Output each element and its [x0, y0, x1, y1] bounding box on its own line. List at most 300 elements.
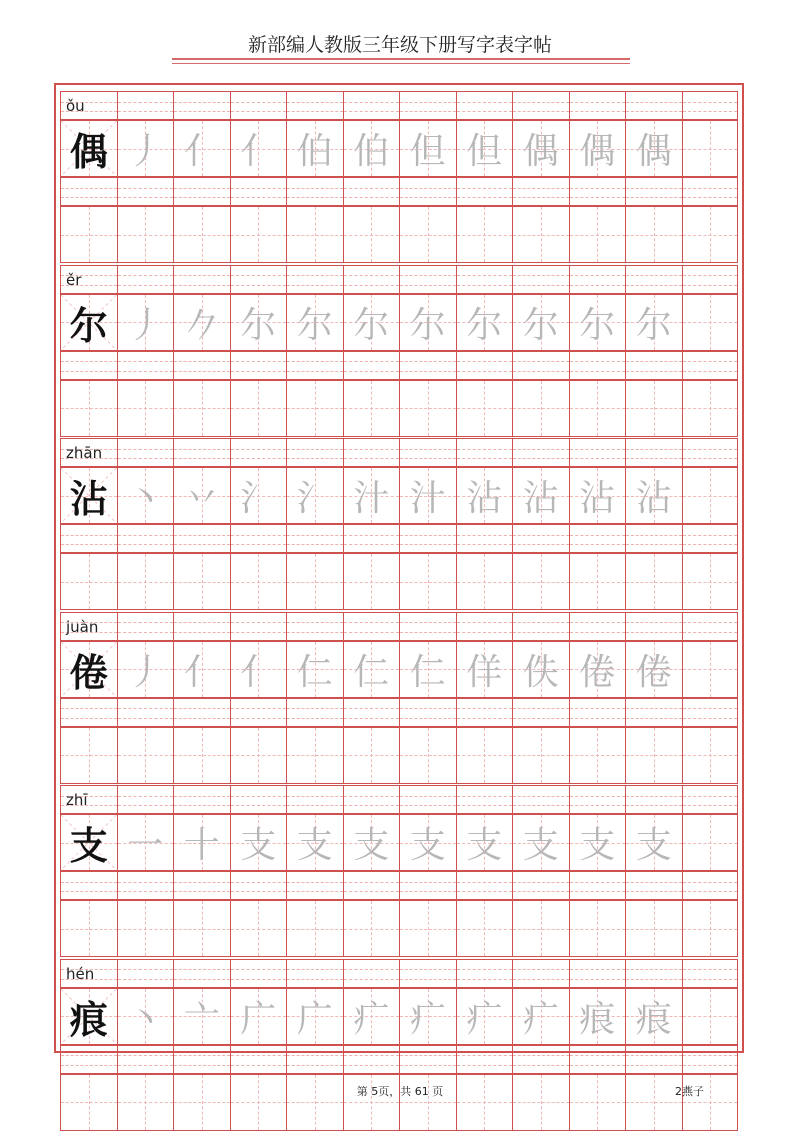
pinyin-cell [60, 1045, 117, 1074]
stroke-step-cell [286, 467, 343, 524]
pinyin-cell [230, 438, 287, 467]
stroke-step-character: 亻 [183, 131, 220, 172]
pinyin-cell [117, 1045, 174, 1074]
model-character: 痕 [69, 996, 108, 1042]
guide-line-vertical [145, 901, 146, 956]
guide-line-vertical [258, 554, 259, 609]
pinyin-cell [512, 177, 569, 206]
pinyin-cell [512, 91, 569, 120]
pinyin-label: hén [66, 964, 95, 983]
character-block [60, 91, 738, 265]
pinyin-cell [60, 524, 117, 553]
blank-practice-cell [230, 727, 287, 784]
stroke-step-cell [173, 467, 230, 524]
pinyin-cell [456, 524, 513, 553]
pinyin-guide-line [344, 796, 400, 797]
pinyin-cell [117, 959, 174, 988]
stroke-step-character: 但 [466, 131, 503, 172]
pinyin-guide-line [513, 891, 569, 892]
pinyin-guide-line [174, 544, 230, 545]
pinyin-cell [230, 785, 287, 814]
stroke-step-character: 疒 [522, 998, 559, 1040]
pinyin-guide-line [400, 361, 456, 362]
pinyin-cell [682, 698, 739, 727]
pinyin-guide-line [344, 805, 400, 806]
pinyin-cell [286, 351, 343, 380]
pinyin-cell [230, 1045, 287, 1074]
blank-practice-cell [117, 380, 174, 437]
stroke-step-cell [343, 294, 400, 351]
pinyin-cell [117, 524, 174, 553]
pinyin-guide-line [683, 285, 738, 286]
stroke-step-cell [625, 814, 682, 871]
pinyin-guide-line [287, 1065, 343, 1066]
pinyin-guide-line [513, 535, 569, 536]
blank-practice-cell [682, 380, 739, 437]
stroke-step-cell [286, 814, 343, 871]
pinyin-guide-line [570, 1055, 626, 1056]
guide-line-vertical [484, 901, 485, 956]
pinyin-guide-line [626, 535, 682, 536]
stroke-step-character: 汁 [353, 478, 390, 519]
pinyin-cell [399, 265, 456, 294]
stroke-step-character: 佯 [466, 651, 503, 693]
pinyin-guide-line [626, 979, 682, 980]
stroke-step-character: 支 [296, 825, 333, 866]
pinyin-guide-line [231, 632, 287, 633]
pinyin-cell [682, 1045, 739, 1074]
blank-practice-cell [286, 553, 343, 610]
pinyin-guide-line [231, 544, 287, 545]
model-character: 倦 [69, 649, 108, 695]
pinyin-guide-line [174, 188, 230, 189]
stroke-step-character: 尔 [353, 304, 390, 346]
blank-practice-cell [117, 553, 174, 610]
stroke-step-cell [286, 641, 343, 698]
pinyin-guide-line [118, 535, 174, 536]
blank-practice-cell [682, 206, 739, 263]
blank-practice-row [60, 553, 738, 610]
blank-practice-cell [625, 206, 682, 263]
pinyin-guide-line [683, 535, 738, 536]
pinyin-guide-line [287, 535, 343, 536]
pinyin-guide-line [626, 449, 682, 450]
pinyin-guide-line [118, 275, 174, 276]
guide-line-vertical [371, 554, 372, 609]
guide-line-vertical [597, 728, 598, 783]
pinyin-guide-line [118, 361, 174, 362]
stroke-step-character: 尔 [409, 304, 446, 346]
blank-practice-cell [456, 553, 513, 610]
pinyin-cell [173, 177, 230, 206]
pinyin-cell [286, 871, 343, 900]
pinyin-guide-line [231, 188, 287, 189]
pinyin-cell [399, 438, 456, 467]
pinyin-cell [512, 351, 569, 380]
blank-practice-cell [343, 380, 400, 437]
guide-line-vertical [145, 554, 146, 609]
character-block [60, 265, 738, 439]
pinyin-cell [286, 91, 343, 120]
pinyin-cell [399, 612, 456, 641]
pinyin-guide-line [118, 285, 174, 286]
stroke-step-cell [117, 467, 174, 524]
stroke-step-cell [230, 120, 287, 177]
pinyin-guide-line [174, 622, 230, 623]
pinyin-guide-line [400, 632, 456, 633]
pinyin-guide-line [457, 544, 513, 545]
pinyin-guide-line [400, 371, 456, 372]
pinyin-cell [399, 351, 456, 380]
blank-practice-cell [230, 553, 287, 610]
stroke-step-cell [343, 120, 400, 177]
pinyin-cell [173, 265, 230, 294]
pinyin-cell [512, 959, 569, 988]
pinyin-cell [343, 1045, 400, 1074]
stroke-step-character: 广 [296, 998, 333, 1040]
pinyin-guide-line [287, 111, 343, 112]
pinyin-guide-line [513, 544, 569, 545]
pinyin-guide-line [174, 275, 230, 276]
stroke-step-character: 沾 [466, 478, 503, 519]
stroke-step-character [683, 989, 738, 1044]
blank-practice-cell [399, 553, 456, 610]
pinyin-guide-line [683, 632, 738, 633]
guide-line-vertical [145, 728, 146, 783]
pinyin-guide-line [344, 622, 400, 623]
pinyin-cell [682, 612, 739, 641]
guide-line-vertical [202, 207, 203, 262]
pinyin-guide-line [231, 111, 287, 112]
stroke-step-cell [117, 641, 174, 698]
pinyin-guide-line [683, 969, 738, 970]
pinyin-guide-line [683, 544, 738, 545]
pinyin-cell [625, 177, 682, 206]
pinyin-guide-line [457, 1065, 513, 1066]
blank-practice-cell [512, 380, 569, 437]
stroke-step-cell [399, 120, 456, 177]
stroke-order-row [60, 467, 738, 524]
blank-practice-cell [456, 206, 513, 263]
pinyin-cell [173, 959, 230, 988]
pinyin-cell [569, 524, 626, 553]
pinyin-guide-line [457, 275, 513, 276]
stroke-step-character: 亻 [240, 651, 277, 693]
pinyin-guide-line [570, 535, 626, 536]
pinyin-cell [173, 785, 230, 814]
pinyin-guide-line [344, 544, 400, 545]
pinyin-guide-line [344, 535, 400, 536]
pinyin-guide-line [626, 1055, 682, 1056]
blank-practice-row [60, 380, 738, 437]
pinyin-guide-line [231, 285, 287, 286]
pinyin-guide-line [570, 708, 626, 709]
stroke-order-row [60, 120, 738, 177]
stroke-step-cell [173, 988, 230, 1045]
pinyin-row [60, 612, 738, 641]
pinyin-guide-line [626, 622, 682, 623]
pinyin-cell [343, 871, 400, 900]
pinyin-guide-line [513, 102, 569, 103]
stroke-step-cell [399, 294, 456, 351]
pinyin-guide-row [60, 1045, 738, 1074]
pinyin-guide-line [513, 796, 569, 797]
pinyin-guide-line [570, 632, 626, 633]
stroke-step-character: 偶 [579, 131, 616, 172]
stroke-step-cell [117, 988, 174, 1045]
pinyin-guide-line [287, 805, 343, 806]
pinyin-guide-line [344, 111, 400, 112]
pinyin-cell [286, 785, 343, 814]
blank-practice-cell [625, 900, 682, 957]
pinyin-guide-line [626, 458, 682, 459]
pinyin-cell [343, 959, 400, 988]
pinyin-guide-line [174, 718, 230, 719]
guide-line-vertical [371, 207, 372, 262]
blank-practice-cell [60, 727, 117, 784]
stroke-step-character: 广 [240, 998, 277, 1040]
pinyin-cell [456, 1045, 513, 1074]
pinyin-cell [286, 612, 343, 641]
pinyin-guide-line [683, 891, 738, 892]
pinyin-guide-line [287, 1055, 343, 1056]
model-character-cell [60, 641, 117, 698]
pinyin-guide-line [400, 708, 456, 709]
pinyin-cell [343, 91, 400, 120]
pinyin-guide-line [231, 371, 287, 372]
pinyin-guide-line [287, 275, 343, 276]
blank-practice-cell [625, 727, 682, 784]
pinyin-guide-line [457, 805, 513, 806]
pinyin-cell [512, 1045, 569, 1074]
model-character-cell [60, 467, 117, 524]
stroke-step-cell [569, 120, 626, 177]
pinyin-cell [512, 438, 569, 467]
pinyin-cell [399, 91, 456, 120]
pinyin-guide-line [400, 979, 456, 980]
pinyin-guide-line [231, 449, 287, 450]
pinyin-guide-line [118, 882, 174, 883]
pinyin-guide-line [457, 535, 513, 536]
guide-line-vertical [484, 381, 485, 436]
blank-practice-cell [512, 206, 569, 263]
pinyin-guide-line [344, 891, 400, 892]
blank-practice-cell [343, 900, 400, 957]
pinyin-guide-line [287, 102, 343, 103]
pinyin-cell [456, 959, 513, 988]
pinyin-guide-line [626, 891, 682, 892]
pinyin-cell [625, 438, 682, 467]
pinyin-guide-line [344, 632, 400, 633]
pinyin-cell [569, 1045, 626, 1074]
stroke-step-character: 佚 [522, 651, 559, 693]
pinyin-cell [286, 177, 343, 206]
stroke-step-cell [456, 988, 513, 1045]
pinyin-guide-line [683, 718, 738, 719]
pinyin-guide-line [174, 371, 230, 372]
pinyin-guide-line [174, 708, 230, 709]
pinyin-cell [569, 698, 626, 727]
pinyin-cell [625, 959, 682, 988]
pinyin-guide-line [570, 1065, 626, 1066]
stroke-step-cell [682, 294, 739, 351]
pinyin-guide-line [287, 708, 343, 709]
pinyin-cell [512, 871, 569, 900]
pinyin-cell [117, 91, 174, 120]
pinyin-guide-line [344, 1065, 400, 1066]
pinyin-cell [399, 959, 456, 988]
pinyin-guide-line [231, 969, 287, 970]
pinyin-guide-line [513, 371, 569, 372]
blank-practice-cell [286, 206, 343, 263]
pinyin-guide-line [174, 102, 230, 103]
blank-practice-cell [230, 206, 287, 263]
guide-line-vertical [428, 554, 429, 609]
pinyin-cell [682, 438, 739, 467]
pinyin-guide-line [344, 708, 400, 709]
pinyin-guide-line [287, 979, 343, 980]
pinyin-cell [569, 871, 626, 900]
blank-practice-cell [173, 727, 230, 784]
pinyin-guide-line [683, 882, 738, 883]
stroke-step-character: 倦 [635, 651, 672, 693]
stroke-step-character: 亻 [240, 131, 277, 172]
stroke-step-cell [512, 988, 569, 1045]
pinyin-guide-line [457, 111, 513, 112]
stroke-step-cell [625, 467, 682, 524]
pinyin-guide-line [570, 111, 626, 112]
stroke-step-cell [286, 294, 343, 351]
pinyin-guide-line [513, 632, 569, 633]
pinyin-guide-line [174, 535, 230, 536]
stroke-step-character: 亻 [183, 651, 220, 693]
pinyin-guide-line [683, 979, 738, 980]
pinyin-guide-line [400, 969, 456, 970]
pinyin-label: juàn [66, 617, 99, 636]
guide-line-vertical [484, 207, 485, 262]
pinyin-guide-line [683, 188, 738, 189]
guide-line-vertical [258, 207, 259, 262]
pinyin-guide-line [457, 708, 513, 709]
pinyin-guide-line [626, 361, 682, 362]
pinyin-guide-line [626, 718, 682, 719]
pinyin-guide-line [174, 969, 230, 970]
pinyin-guide-line [400, 458, 456, 459]
guide-line-vertical [202, 728, 203, 783]
stroke-step-character: 一 [127, 825, 164, 866]
blank-practice-cell [286, 900, 343, 957]
pinyin-guide-line [570, 805, 626, 806]
stroke-step-character: 痕 [635, 998, 672, 1040]
stroke-step-character [683, 121, 738, 176]
stroke-step-cell [456, 120, 513, 177]
pinyin-cell [399, 698, 456, 727]
blank-practice-cell [682, 900, 739, 957]
pinyin-cell [173, 524, 230, 553]
pinyin-guide-line [231, 197, 287, 198]
guide-line-vertical [315, 207, 316, 262]
stroke-step-character: 尔 [635, 304, 672, 346]
blank-practice-cell [117, 206, 174, 263]
pinyin-cell [173, 1045, 230, 1074]
pinyin-cell [456, 351, 513, 380]
guide-line-vertical [654, 728, 655, 783]
stroke-step-character: 沾 [522, 478, 559, 519]
pinyin-guide-line [118, 805, 174, 806]
blank-practice-cell [60, 206, 117, 263]
pinyin-cell [343, 177, 400, 206]
stroke-step-character: 沾 [635, 478, 672, 519]
blank-practice-cell [569, 380, 626, 437]
pinyin-guide-line [683, 371, 738, 372]
pinyin-guide-line [400, 544, 456, 545]
pinyin-guide-line [683, 449, 738, 450]
guide-line-vertical [428, 207, 429, 262]
pinyin-guide-line [570, 544, 626, 545]
pinyin-guide-line [457, 969, 513, 970]
pinyin-cell [682, 351, 739, 380]
stroke-step-cell [512, 814, 569, 871]
blank-practice-cell [625, 553, 682, 610]
guide-line-vertical [258, 381, 259, 436]
guide-line-vertical [89, 207, 90, 262]
pinyin-cell [569, 91, 626, 120]
pinyin-cell [60, 871, 117, 900]
pinyin-guide-line [231, 535, 287, 536]
pinyin-cell [682, 785, 739, 814]
guide-line-vertical [597, 381, 598, 436]
pinyin-guide-line [626, 544, 682, 545]
guide-line-vertical [371, 728, 372, 783]
pinyin-cell [173, 91, 230, 120]
pinyin-guide-line [457, 102, 513, 103]
pinyin-guide-line [400, 622, 456, 623]
pinyin-guide-line [570, 188, 626, 189]
guide-line-vertical [89, 381, 90, 436]
blank-practice-cell [569, 727, 626, 784]
stroke-step-cell [117, 814, 174, 871]
pinyin-cell [230, 612, 287, 641]
pinyin-guide-line [118, 632, 174, 633]
guide-line-vertical [428, 381, 429, 436]
pinyin-cell [60, 351, 117, 380]
stroke-step-character: 丶 [127, 478, 164, 519]
guide-line-vertical [484, 728, 485, 783]
pinyin-guide-line [400, 796, 456, 797]
stroke-step-character: 疒 [466, 998, 503, 1040]
blank-practice-row [60, 900, 738, 957]
stroke-order-row [60, 641, 738, 698]
stroke-step-character: 丶 [127, 998, 164, 1040]
pinyin-cell [117, 698, 174, 727]
blank-practice-cell [343, 206, 400, 263]
guide-line-vertical [541, 207, 542, 262]
stroke-step-cell [682, 814, 739, 871]
blank-practice-cell [399, 900, 456, 957]
pinyin-guide-line [457, 891, 513, 892]
pinyin-guide-line [457, 882, 513, 883]
guide-line-vertical [371, 381, 372, 436]
blank-practice-cell [343, 553, 400, 610]
blank-practice-cell [512, 727, 569, 784]
pinyin-guide-line [174, 979, 230, 980]
pinyin-cell [230, 698, 287, 727]
pinyin-guide-row [60, 871, 738, 900]
pinyin-cell [173, 351, 230, 380]
pinyin-cell [399, 524, 456, 553]
pinyin-cell [456, 698, 513, 727]
stroke-step-character: 丷 [183, 478, 220, 519]
